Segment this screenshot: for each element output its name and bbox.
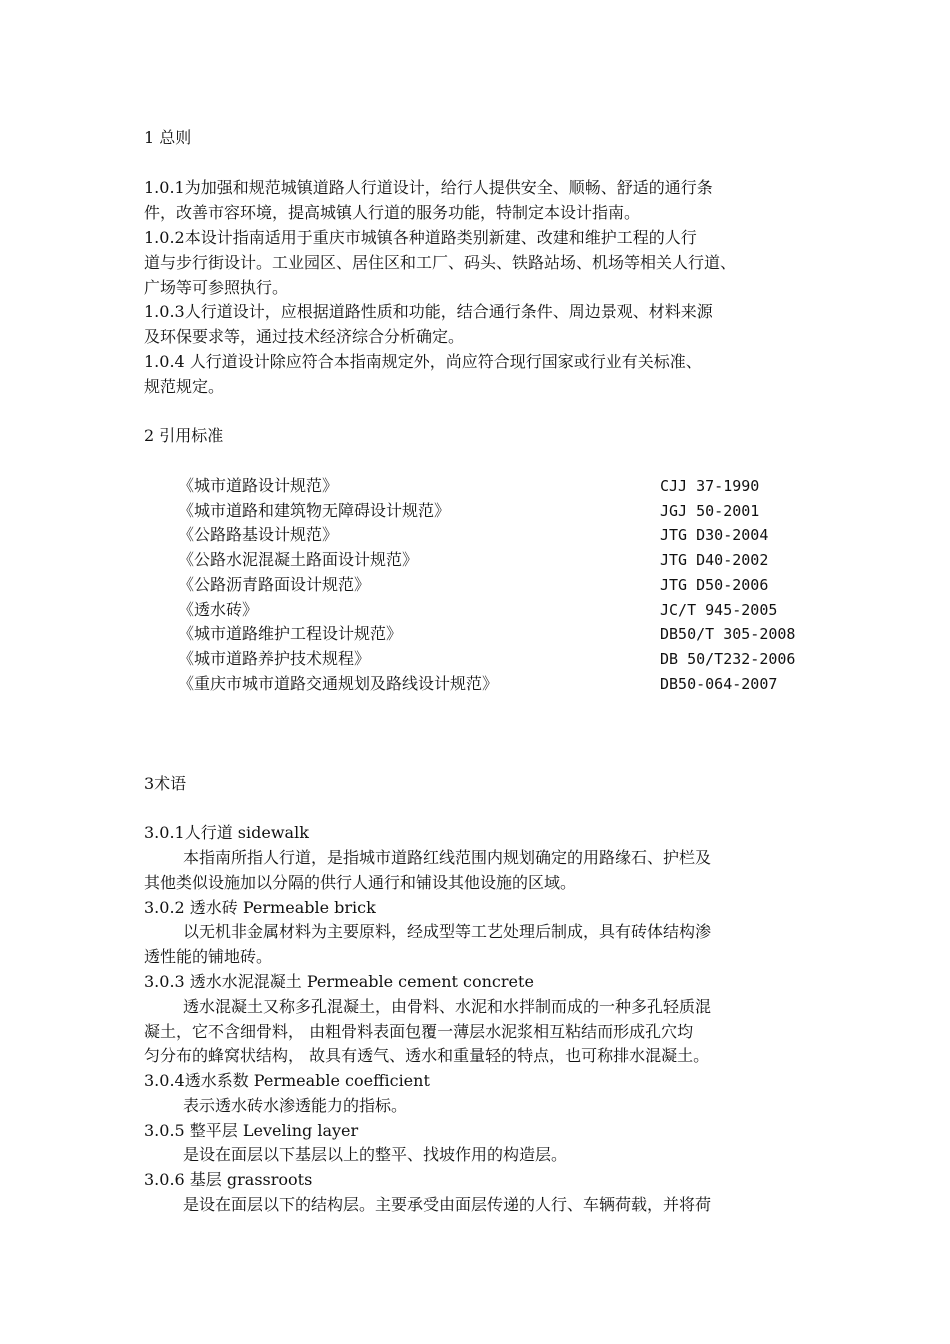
term-body: 以无机非金属材料为主要原料，经成型等工艺处理后制成，具有砖体结构渗	[183, 922, 712, 941]
ref-code: JTG D40-2002	[660, 551, 769, 569]
ref-code: JGJ 50-2001	[660, 502, 760, 520]
section-1-heading: 1 总则	[144, 128, 192, 147]
ref-title: 《公路沥青路面设计规范》	[178, 575, 371, 594]
ref-title: 《公路水泥混凝土路面设计规范》	[178, 550, 419, 569]
para-line: 1.0.1为加强和规范城镇道路人行道设计，给行人提供安全、顺畅、舒适的通行条	[144, 178, 713, 197]
term-heading: 3.0.1人行道 sidewalk	[144, 823, 309, 842]
ref-code: JTG D30-2004	[660, 526, 769, 544]
ref-title: 《城市道路设计规范》	[178, 476, 339, 495]
ref-title: 《城市道路和建筑物无障碍设计规范》	[178, 501, 451, 520]
para-line: 道与步行街设计。工业园区、居住区和工厂、码头、铁路站场、机场等相关人行道、	[144, 253, 737, 272]
term-body: 透性能的铺地砖。	[144, 947, 273, 966]
term-heading: 3.0.6 基层 grassroots	[144, 1170, 313, 1189]
term-body: 表示透水砖水渗透能力的指标。	[183, 1096, 408, 1115]
term-body: 凝土，它不含细骨料， 由粗骨料表面包覆一薄层水泥浆相互粘结而形成孔穴均	[144, 1022, 694, 1041]
term-heading: 3.0.2 透水砖 Permeable brick	[144, 898, 376, 917]
ref-title: 《城市道路养护技术规程》	[178, 649, 371, 668]
para-line: 及环保要求等，通过技术经济综合分析确定。	[144, 327, 465, 346]
term-heading: 3.0.4透水系数 Permeable coefficient	[144, 1071, 430, 1090]
ref-title: 《城市道路维护工程设计规范》	[178, 624, 403, 643]
ref-code: DB50/T 305-2008	[660, 625, 796, 643]
para-line: 广场等可参照执行。	[144, 278, 289, 297]
ref-code: DB50-064-2007	[660, 675, 778, 693]
ref-code: CJJ 37-1990	[660, 477, 760, 495]
term-body: 本指南所指人行道，是指城市道路红线范围内规划确定的用路缘石、护栏及	[183, 848, 712, 867]
term-heading: 3.0.5 整平层 Leveling layer	[144, 1121, 359, 1140]
ref-title: 《透水砖》	[178, 600, 259, 619]
section-2-heading: 2 引用标准	[144, 426, 224, 445]
term-body: 其他类似设施加以分隔的供行人通行和铺设其他设施的区域。	[144, 873, 577, 892]
para-line: 1.0.3人行道设计，应根据道路性质和功能，结合通行条件、周边景观、材料来源	[144, 302, 713, 321]
para-line: 1.0.2本设计指南适用于重庆市城镇各种道路类别新建、改建和维护工程的人行	[144, 228, 697, 247]
para-line: 规范规定。	[144, 377, 225, 396]
term-body: 匀分布的蜂窝状结构， 故具有透气、透水和重量轻的特点，也可称排水混凝土。	[144, 1046, 710, 1065]
ref-code: JTG D50-2006	[660, 576, 769, 594]
section-3-heading: 3术语	[144, 774, 187, 793]
para-line: 件，改善市容环境，提高城镇人行道的服务功能，特制定本设计指南。	[144, 203, 641, 222]
ref-code: JC/T 945-2005	[660, 601, 778, 619]
ref-title: 《公路路基设计规范》	[178, 525, 339, 544]
para-line: 1.0.4 人行道设计除应符合本指南规定外，尚应符合现行国家或行业有关标准、	[144, 352, 702, 371]
term-heading: 3.0.3 透水水泥混凝土 Permeable cement concrete	[144, 972, 534, 991]
term-body: 是设在面层以下基层以上的整平、找坡作用的构造层。	[183, 1145, 568, 1164]
term-body: 透水混凝土又称多孔混凝土，由骨料、水泥和水拌制而成的一种多孔轻质混	[183, 997, 712, 1016]
term-body: 是设在面层以下的结构层。主要承受由面层传递的人行、车辆荷载，并将荷	[183, 1195, 712, 1214]
ref-title: 《重庆市城市道路交通规划及路线设计规范》	[178, 674, 499, 693]
ref-code: DB 50/T232-2006	[660, 650, 796, 668]
